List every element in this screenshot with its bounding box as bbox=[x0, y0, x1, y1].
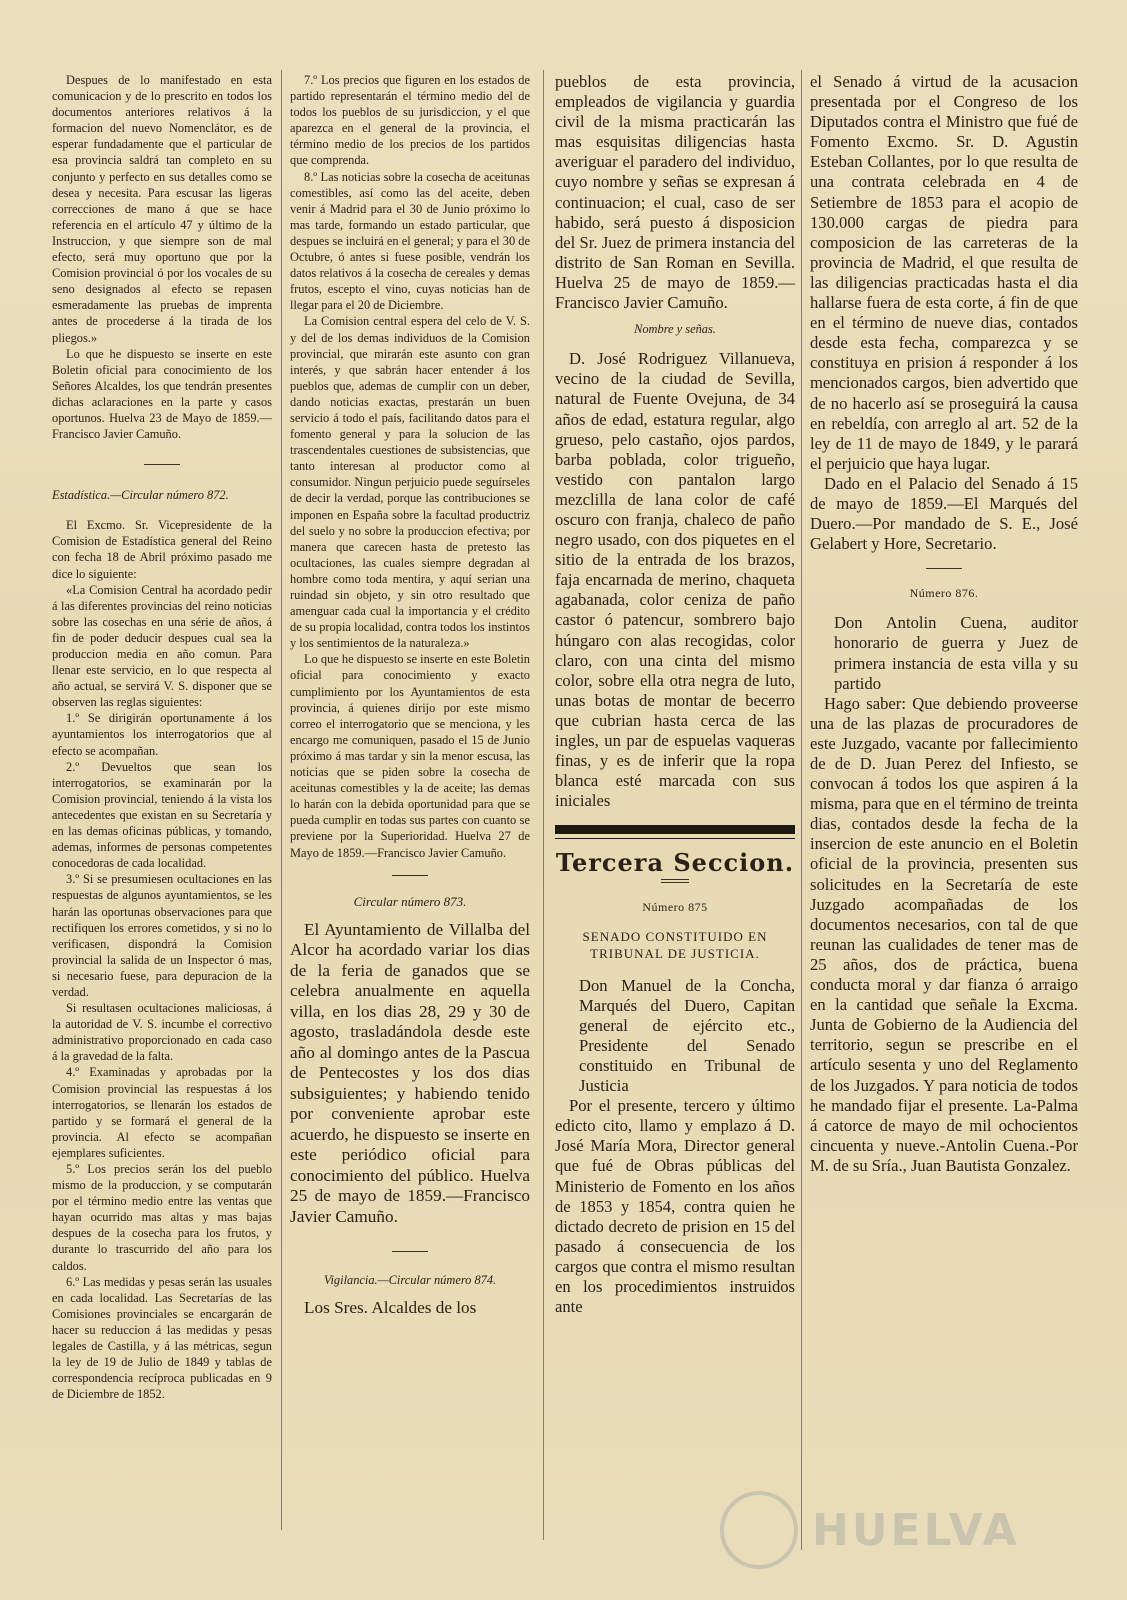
paragraph: Don Manuel de la Concha, Marqués del Duero, Capitan general de ejército etc., Presidente del Senado constituido en Tribunal de Justicia bbox=[579, 975, 795, 1096]
column-rule bbox=[801, 70, 802, 1550]
column-rule bbox=[543, 70, 544, 1540]
paragraph: «La Comision Central ha acordado pedir á las diferentes provincias del reino noticias sobre las cosechas en una série de años, á fin de poder deducir despues cual sea la produccion media en año comun. Para llenar este servicio, en lo que respecta al año actual, se servirá V. S. disponer que se observen las reglas siguientes: bbox=[52, 582, 272, 710]
rule-item: 6.º Las medidas y pesas serán las usuales en cada localidad. Las Secretarías de las Comisiones provinciales se encargarán de hacer su reduccion á las medidas y pesas legales de Castilla, y á las métricas, segun la ley de 19 de Julio de 1849 y tablas de correspondencia recíproca publicadas en 9 de Diciembre de 1852. bbox=[52, 1274, 272, 1402]
separator bbox=[926, 568, 962, 569]
paragraph: El Excmo. Sr. Vicepresidente de la Comision de Estadística general del Reino con fecha 18 de Abril próximo pasado me dice lo siguiente: bbox=[52, 518, 272, 581]
senado-heading: SENADO CONSTITUIDO EN TRIBUNAL DE JUSTICIA. bbox=[582, 928, 768, 961]
separator bbox=[144, 464, 180, 465]
paragraph: El Ayuntamiento de Villalba del Alcor ha acordado variar los dias de la feria de ganados que se celebra anualmente en aquella villa, en los dias 28, 29 y 30 de agosto, trasladándola desde este año al domingo antes de la Pascua de Pentecostes y los dos dias subsiguientes; y habiendo tenido por conveniente aprobar este acuerdo, he dispuesto se inserte en este periódico oficial para conocimiento del público. Huelva 25 de mayo de 1859.—Francisco Javier Camuño. bbox=[290, 919, 530, 1226]
circular-873-heading: Circular número 873. bbox=[353, 893, 467, 909]
separator bbox=[661, 879, 689, 883]
column-4 bbox=[810, 72, 1078, 1176]
nombre-senas-heading: Nombre y señas. bbox=[634, 322, 716, 337]
column-1 bbox=[52, 72, 272, 1402]
rule-item: 8.º Las noticias sobre la cosecha de aceitunas comestibles, así como las del aceite, deben venir á Madrid para el 30 de Junio próximo lo mas tarde, formando un estado particular, que despues se incluirá en el general; y para el 30 de Octubre, ó antes si fuese posible, vendrán los datos relativos á la cosecha de cereales y demas frutos, escepto el vino, cuyas noticias han de llegar para el 20 de Diciembre. bbox=[290, 169, 530, 313]
paragraph: Por el presente, tercero y último edicto cito, llamo y emplazo á D. José María Mora, Director general que fué de Obras públicas del Ministerio de Fomento en los años de 1853 y 1854, contra quien he dictado decreto de prision en 15 del pasado á consecuencia de los cargos que contra el mismo resultan en los procedimientos instruidos ante bbox=[555, 1096, 795, 1317]
number-876-heading: Número 876. bbox=[909, 586, 979, 601]
section-rule bbox=[555, 838, 795, 839]
separator bbox=[392, 875, 428, 876]
circular-874-heading: Vigilancia.—Circular número 874. bbox=[323, 1273, 497, 1288]
seal-icon bbox=[720, 1491, 798, 1569]
watermark-text: HUELVA bbox=[812, 1504, 1020, 1556]
section-rule bbox=[555, 825, 795, 834]
paragraph: Lo que he dispuesto se inserte en este Boletin oficial para conocimiento y exacto cumplimiento por los Ayuntamientos de esta provincia, á quienes dirijo por este mismo correo el interrogatorio que se menciona, y les encargo me comuniquen, pasado el 15 de Junio próximo á mas tardar y sin la menor escusa, las noticias que se piden sobre la cosecha de aceitunas comestibles y la de aceite; las demas lo harán con la debida oportunidad para que se pueda cumplir en todas sus partes con cuanto se previene por la Superioridad. Huelva 27 de Mayo de 1859.—Francisco Javier Camuño. bbox=[290, 652, 530, 860]
rule-item: 2.º Devueltos que sean los interrogatorios, se examinarán por la Comision provincial, teniendo á la vista los antecedentes que existan en su Secretaría y en las demas oficinas públicas, y tomando, ademas, informes de personas competentes conocedoras de cada localidad. bbox=[52, 759, 272, 871]
rule-item: 4.º Examinadas y aprobadas por la Comision provincial las respuestas á los interrogatorios, se llenarán los estados de partido y se formará el general de la provincia. Al efecto se acompañan ejemplares suficientes. bbox=[52, 1065, 272, 1160]
paragraph: La Comision central espera del celo de V. S. y del de los demas individuos de la Comision provincial, que mirarán este asunto con gran interés, y que sabrán hacer entender á los pueblos que, ademas de cumplir con un deber, dando noticias exactas, prestarán un buen servicio á todo el país, facilitando datos para el fomento general y para la solucion de las trascendentales cuestiones de subsistencias, que tanto interesan al productor como al consumidor. Ningun perjuicio puede seguírseles de decir la verdad, porque las contribuciones se imponen en España sobre la facultad productriz del suelo y no sobre la produccion efectiva; por manera que carecen hasta de pretesto las ocultaciones, las cuales siempre degradan al hombre como toda mentira, y aquí serian una ruindad sin objeto, y sin otro resultado que amenguar cada cual la importancia y el crédito de su propia localidad, contra todos los instintos y los sentimientos de la naturaleza.» bbox=[290, 314, 530, 651]
column-rule bbox=[281, 70, 282, 1530]
library-watermark bbox=[720, 1485, 1060, 1575]
rule-item: 1.º Se dirigirán oportunamente á los ayuntamientos los interrogatorios que al efecto se acompañan. bbox=[52, 711, 272, 758]
rule-item: 3.º Si se presumiesen ocultaciones en las respuestas de algunos ayuntamientos, se les harán las oportunas observaciones para que rectifiquen los errores cometidos, y si no lo verificasen, dispondrá la Comision provincial la salida de un Inspector ó mas, si necesario fuese, para depuracion de la verdad. bbox=[52, 872, 272, 999]
circular-872-heading: Estadística.—Circular número 872. bbox=[52, 488, 229, 503]
number-875-heading: Número 875 bbox=[642, 900, 708, 915]
paragraph: el Senado á virtud de la acusacion presentada por el Congreso de los Diputados contra el Ministro que fué de Fomento Excmo. Sr. D. Agustin Esteban Collantes, por lo que resulta de una contrata celebrada en 4 de Setiembre de 1853 para el acopio de 130.000 cargas de piedra para composicion de las carreteras de la provincia de Madrid, el que resulta de las diligencias practicadas hasta el dia hallarse fuera de esta corte, á fin de que en el término de nueve dias, contados desde esta fecha, comparezca y se constituya en prision á responder á los mencionados cargos, bien advertido que de no hacerlo así se proseguirá la causa en rebeldía, con arreglo al art. 52 de la ley de 11 de mayo de 1849, y le parará el perjuicio que haya lugar. bbox=[810, 72, 1078, 473]
paragraph: Dado en el Palacio del Senado á 15 de mayo de 1859.—El Marqués del Duero.—Por mandado de S. E., José Gelabert y Hore, Secretario. bbox=[810, 473, 1078, 554]
rule-item: Si resultasen ocultaciones maliciosas, á la autoridad de V. S. incumbe el correctivo administrativo proporcionado en cada caso á la gravedad de la falta. bbox=[52, 1001, 272, 1064]
paragraph: Los Sres. Alcaldes de los bbox=[304, 1298, 477, 1318]
column-3 bbox=[555, 72, 795, 1317]
paragraph: D. José Rodriguez Villanueva, vecino de la ciudad de Sevilla, natural de Fuente Ovejuna, de 34 años de edad, estatura regular, algo grueso, pelo castaño, ojos pardos, barba poblada, color trigueño, vestido con pantalon largo mezclilla de lana color de café oscuro con franja, chaleco de paño negro usado, con dos piquetes en el sitio de la entrada de los brazos, faja encarnada de merino, chaqueta agabanada, color ceniza de paño castor ó patencur, sombrero bajo húngaro con alas recogidas, color claro, con una cinta del mismo color, sobre ella otra negra de luto, unas botas de montar de becerro que cubrian hasta cerca de las ingles, un par de espuelas vaqueras finas, y es de inferir que la ropa blanca esté marcada con sus iniciales bbox=[555, 349, 795, 811]
column-2 bbox=[290, 72, 530, 1319]
paragraph: Lo que he dispuesto se inserte en este Boletin oficial para conocimiento de los Señores Alcaldes, los que tendrán presentes dichas aclaraciones en la parte y casos oportunos. Huelva 23 de Mayo de 1859.—Francisco Javier Camuño. bbox=[52, 346, 272, 442]
paragraph: Despues de lo manifestado en esta comunicacion y de lo prescrito en todos los documentos anteriores relativos á la formacion del nuevo Nomenclátor, es de esperar fundadamente que el particular de esa provincia saldrá tan completo en su conjunto y perfecto en sus detalles como se desea y necesita. Para escusar las ligeras correcciones de mano á que se hace referencia en el artículo 47 y último de la Instruccion, y que siempre son de mal efecto, será muy oportuno que por la Comision provincial ó por los vocales de su seno designados al efecto se repasen esmeradamente las pruebas de imprenta antes de procederse á la tirada de los pliegos.» bbox=[52, 73, 272, 345]
paragraph: Hago saber: Que debiendo proveerse una de las plazas de procuradores de este Juzgado, vacante por fallecimiento de de D. Juan Perez del Infiesto, se convocan á todos los que aspiren á la misma, para que en el término de treinta dias, contados desde la fecha de la insercion de este anuncio en el Boletin oficial de la provincia, presenten sus solicitudes en la Secretaría de este Juzgado acompañadas de los documentos necesarios, con tal de que reunan las cualidades de tener mas de 25 años, dos de práctica, buena conducta moral y dar fianza ó arraigo en la cantidad que señale la Excma. Junta de Gobierno de la Audiencia del territorio, segun se prescribe en el artículo sesenta y uno del Reglamento de los Juzgados. Y para noticia de todos he mandado fijar el presente. La-Palma á catorce de mayo de mil ochocientos cincuenta y nueve.-Antolin Cuena.-Por M. de su Sría., Juan Bautista Gonzalez. bbox=[810, 693, 1078, 1175]
separator bbox=[392, 1251, 428, 1252]
paragraph: pueblos de esta provincia, empleados de vigilancia y guardia civil de la misma practicarán las mas esquisitas diligencias hasta averiguar el paradero del individuo, cuyo nombre y señas se expresan á continuacion; el cual, caso de ser habido, será puesto á disposicion del Sr. Juez de primera instancia del distrito de San Roman en Sevilla. Huelva 25 de mayo de 1859.—Francisco Javier Camuño. bbox=[555, 72, 795, 313]
section-title: Tercera Seccion. bbox=[555, 848, 795, 878]
rule-item: 5.º Los precios serán los del pueblo mismo de la produccion, y se computarán por el término medio entre las ventas que hayan ocurrido mas altas y mas bajas despues de la cosecha para los frutos, y durante lo trascurrido del año para los caldos. bbox=[52, 1162, 272, 1273]
rule-item: 7.º Los precios que figuren en los estados de partido representarán el término medio del de todos los pueblos de su jurisdiccion, y el que aparezca en el general de la provincia, el término medio de los precios de los partidos que comprenda. bbox=[290, 73, 530, 168]
paragraph: Don Antolin Cuena, auditor honorario de guerra y Juez de primera instancia de esta villa y su partido bbox=[834, 613, 1078, 693]
